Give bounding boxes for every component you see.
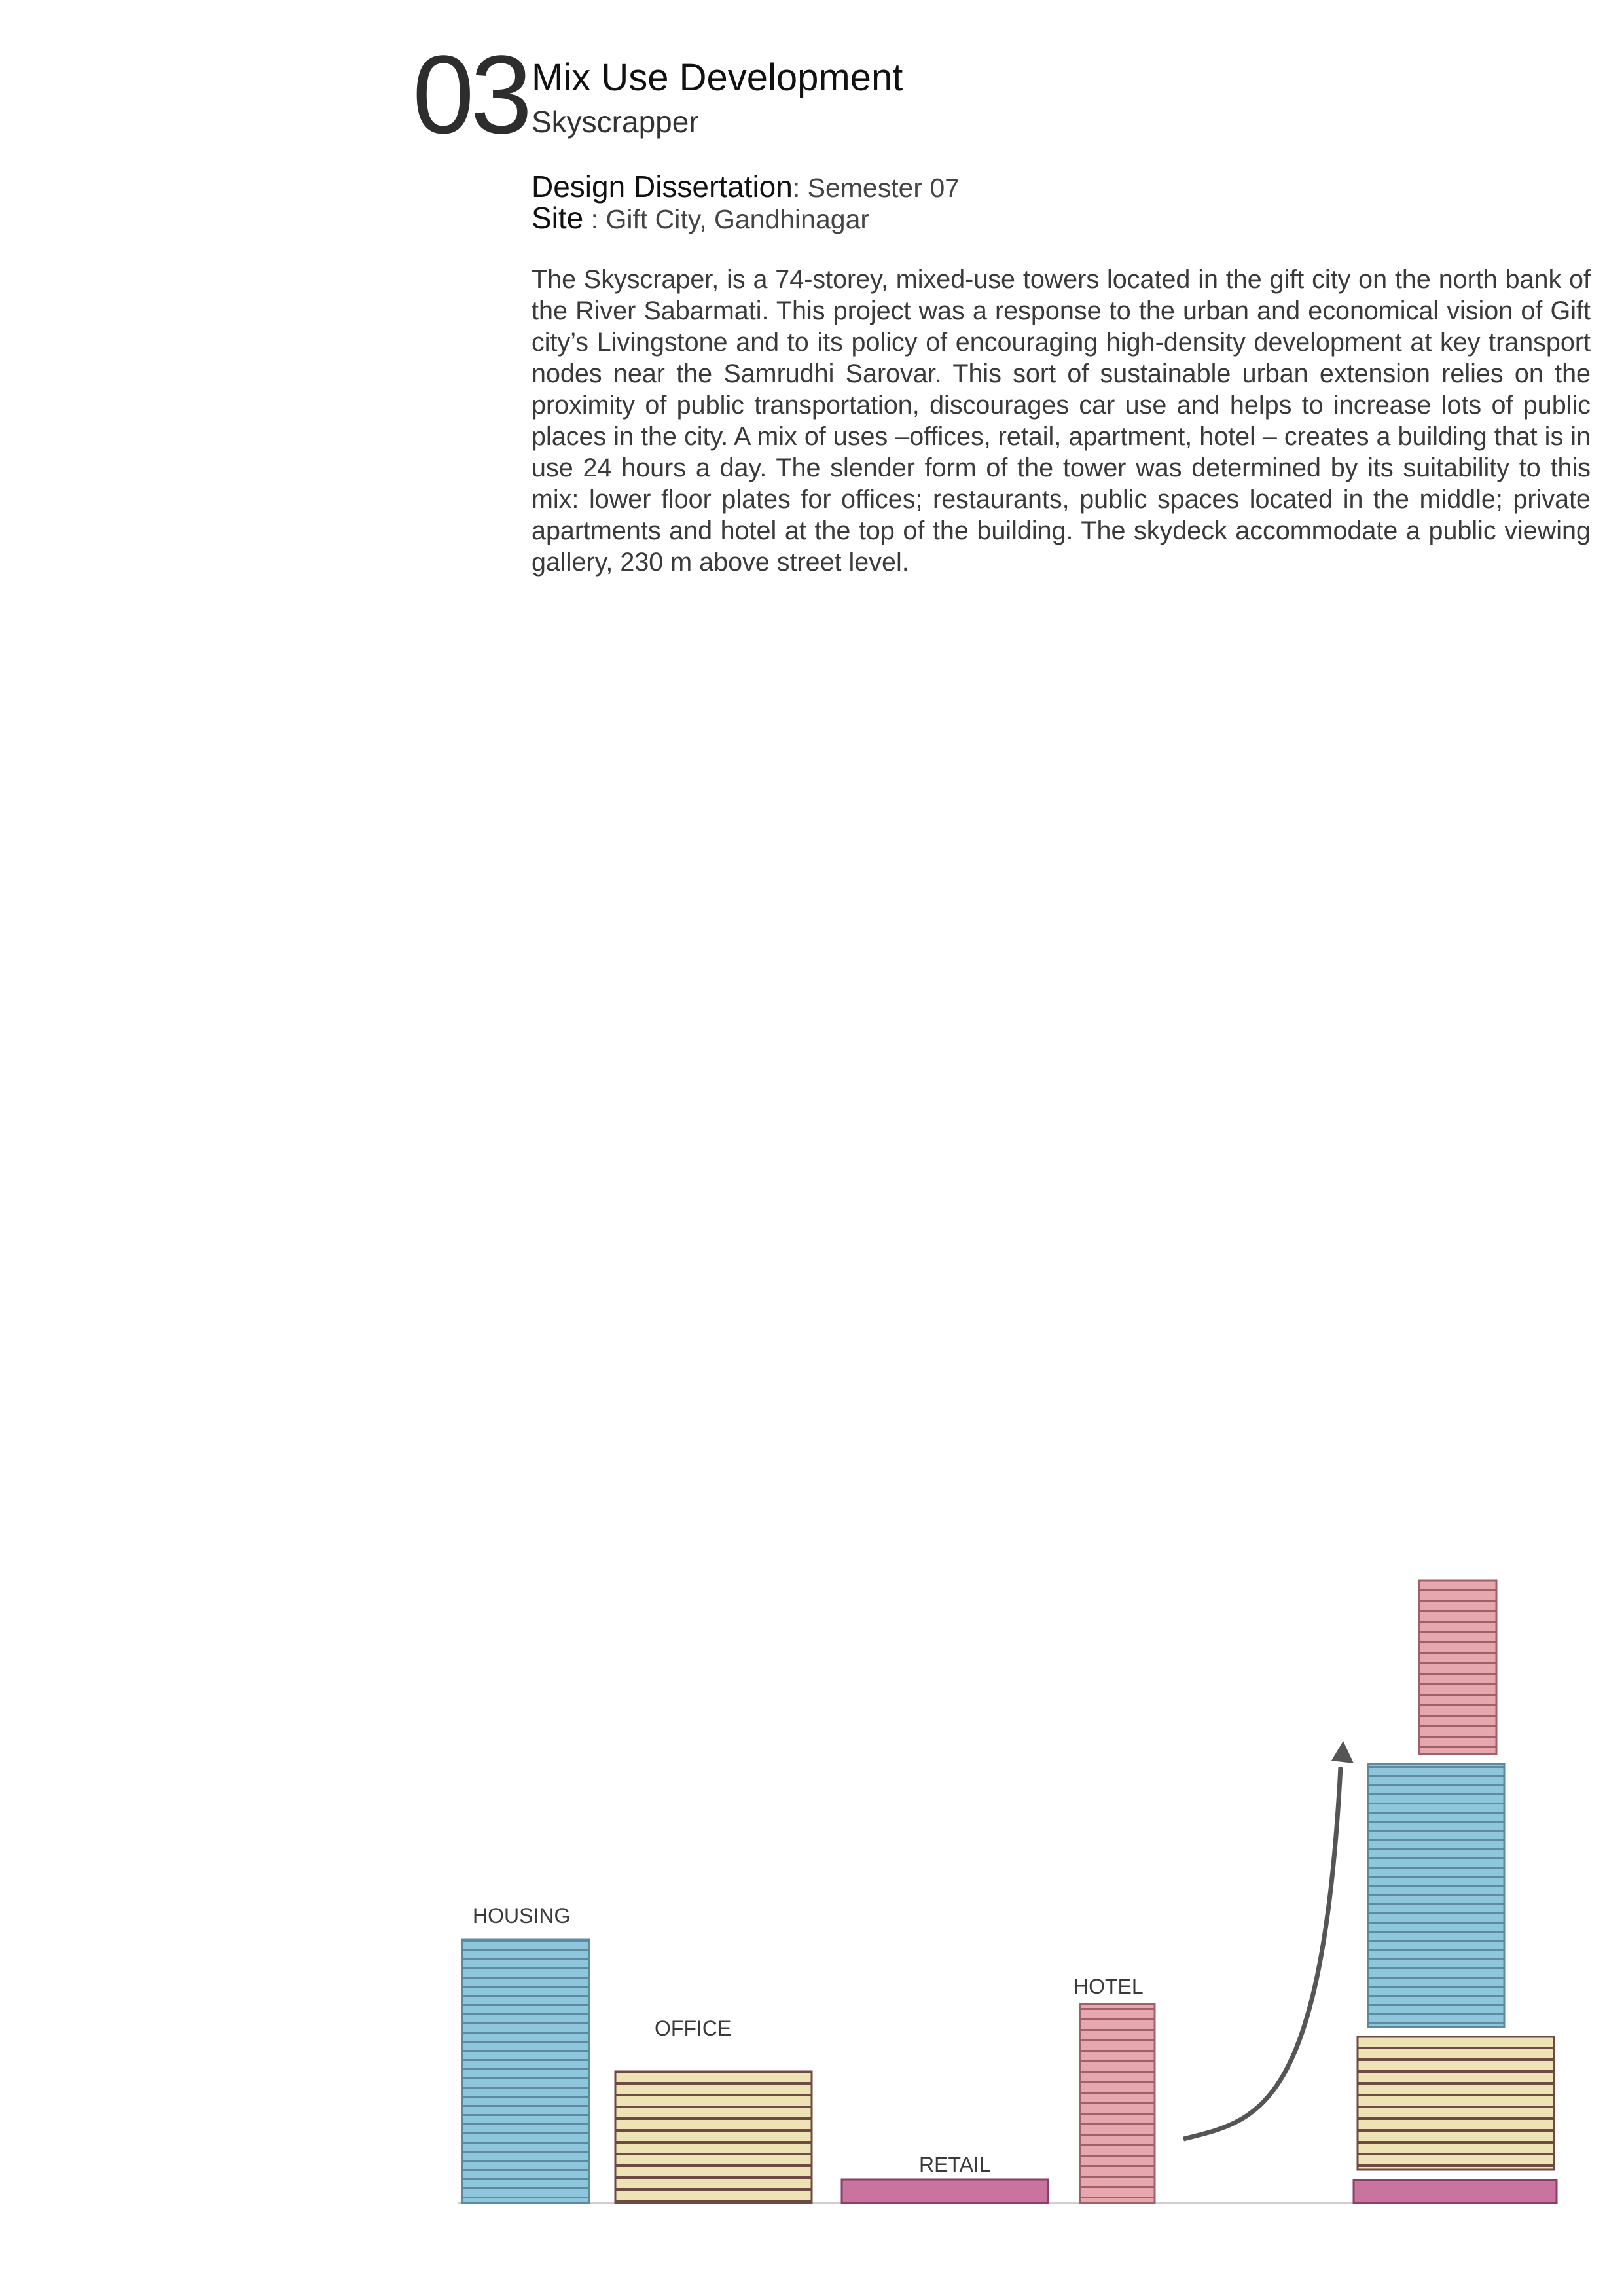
hotel-label: HOTEL: [1074, 1975, 1144, 1998]
page-subtitle: Skyscrapper: [532, 105, 699, 139]
dissertation-label: Design Dissertation: [532, 170, 793, 204]
hotel-block: [1080, 2004, 1155, 2203]
housing-block: [462, 1939, 589, 2203]
housing-label: HOUSING: [473, 1904, 571, 1928]
office-label: OFFICE: [655, 2017, 732, 2040]
retail-label: RETAIL: [919, 2153, 991, 2176]
project-description: The Skyscraper, is a 74-storey, mixed-use towers located in the gift city on the north bank of the River Sabarmati. This project was a response to the urban and economical vision of Gift city’s Livingstone and to its policy of encouraging high-density development at key transport nodes near the Samrudhi Sarovar. This sort of sustainable urban extension relies on the proximity of public transportation, discourages car use and helps to increase lots of public places in the city. A mix of uses –offices, retail, apartment, hotel – creates a building that is in use 24 hours a day. The slender form of the tower was determined by its suitability to this mix: lower floor plates for offices; restaurants, public spaces located in the middle; private apartments and hotel at the top of the building. The skydeck accommodate a public viewing gallery, 230 m above street level.: [532, 265, 1591, 577]
arrow-head-icon: [1331, 1741, 1354, 1763]
office-block: [615, 2072, 812, 2203]
retail-block: [842, 2179, 1048, 2203]
page-title: Mix Use Development: [532, 56, 903, 99]
site-label: Site: [532, 201, 584, 235]
dissertation-value: : Semester 07: [792, 173, 960, 203]
growth-arrow: [1183, 1767, 1341, 2139]
tower-retail-segment: [1354, 2180, 1557, 2203]
section-number: 03: [412, 33, 529, 157]
tower-office-segment: [1358, 2037, 1554, 2170]
tower-housing-segment: [1368, 1764, 1504, 2027]
tower-hotel-segment: [1419, 1581, 1496, 1754]
site-value: : Gift City, Gandhinagar: [583, 204, 870, 234]
